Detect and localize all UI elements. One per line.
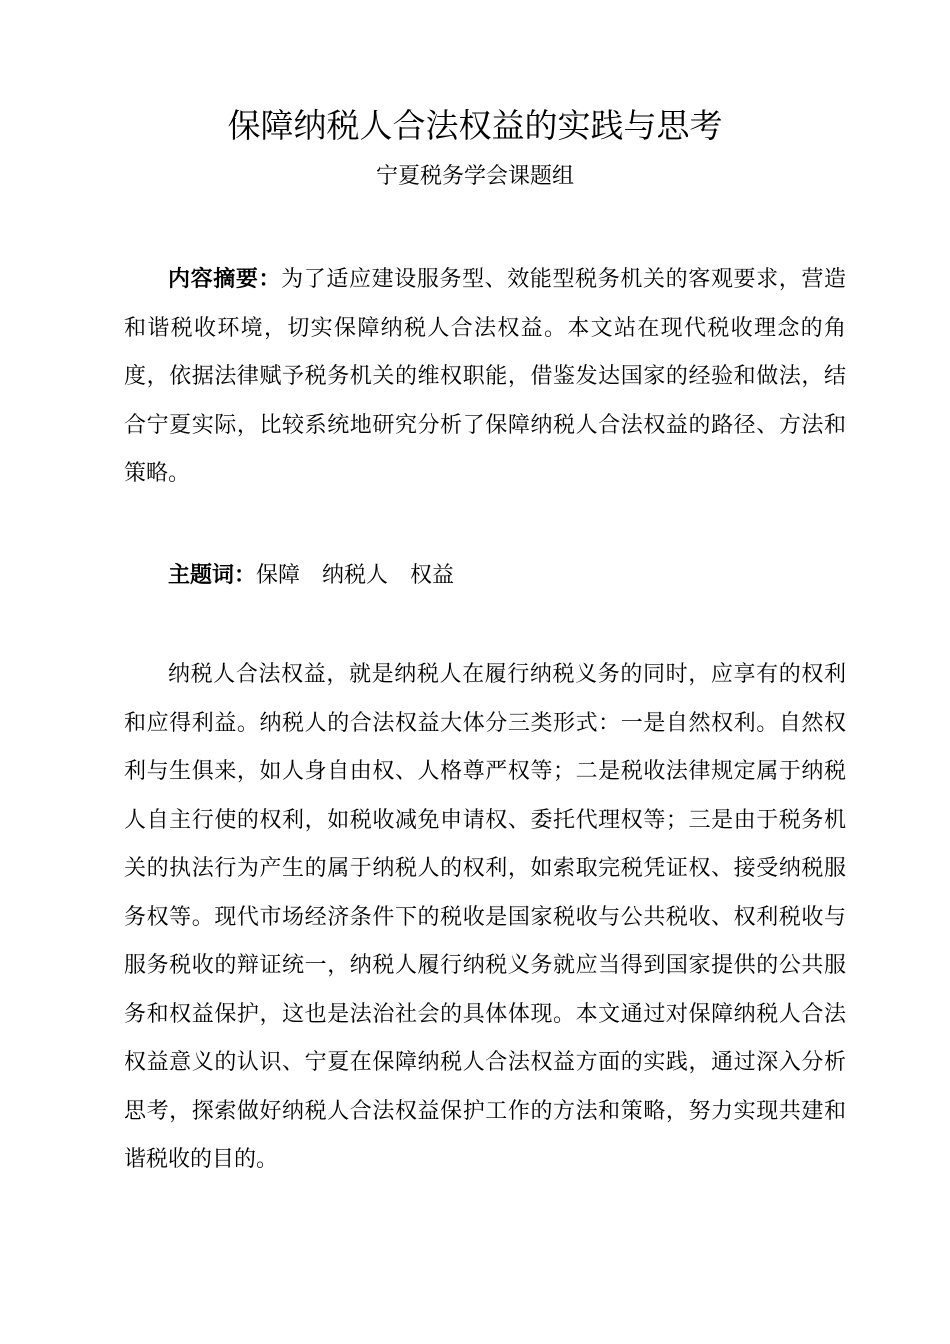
keyword-item: 纳税人 <box>322 563 389 588</box>
keyword-item: 保障 <box>256 563 301 588</box>
keyword-item: 权益 <box>410 563 455 588</box>
abstract-text: 为了适应建设服务型、效能型税务机关的客观要求，营造和谐税收环境，切实保障纳税人合法权益。本文站在现代税收理念的角度，依据法律赋予税务机关的维权职能，借鉴发达国家的经验和做法，结合宁夏实际，比较系统地研究分析了保障纳税人合法权益的路径、方法和策略。 <box>124 267 846 486</box>
document-title: 保障纳税人合法权益的实践与思考 <box>227 106 723 145</box>
body-paragraph: 纳税人合法权益，就是纳税人在履行纳税义务的同时，应享有的权利和应得利益。纳税人的合法权益大体分三类形式：一是自然权利。自然权利与生俱来，如人身自由权、人格尊严权等；二是税收法律规定属于纳税人自主行使的权利，如税收减免申请权、委托代理权等；三是由于税务机关的执法行为产生的属于纳税人的权利，如索取完税凭证权、接受纳税服务权等。现代市场经济条件下的税收是国家税收与公共税收、权利税收与服务税收的辩证统一，纳税人履行纳税义务就应当得到国家提供的公共服务和权益保护，这也是法治社会的具体体现。本文通过对保障纳税人合法权益意义的认识、宁夏在保障纳税人合法权益方面的实践，通过深入分析思考，探索做好纳税人合法权益保护工作的方法和策略，努力实现共建和谐税收的目的。 <box>124 662 846 1172</box>
document-author: 宁夏税务学会课题组 <box>375 164 574 189</box>
keywords-label: 主题词： <box>168 562 257 588</box>
abstract-label: 内容摘要： <box>168 266 282 292</box>
keywords-line <box>124 551 846 601</box>
abstract-paragraph <box>124 255 846 499</box>
